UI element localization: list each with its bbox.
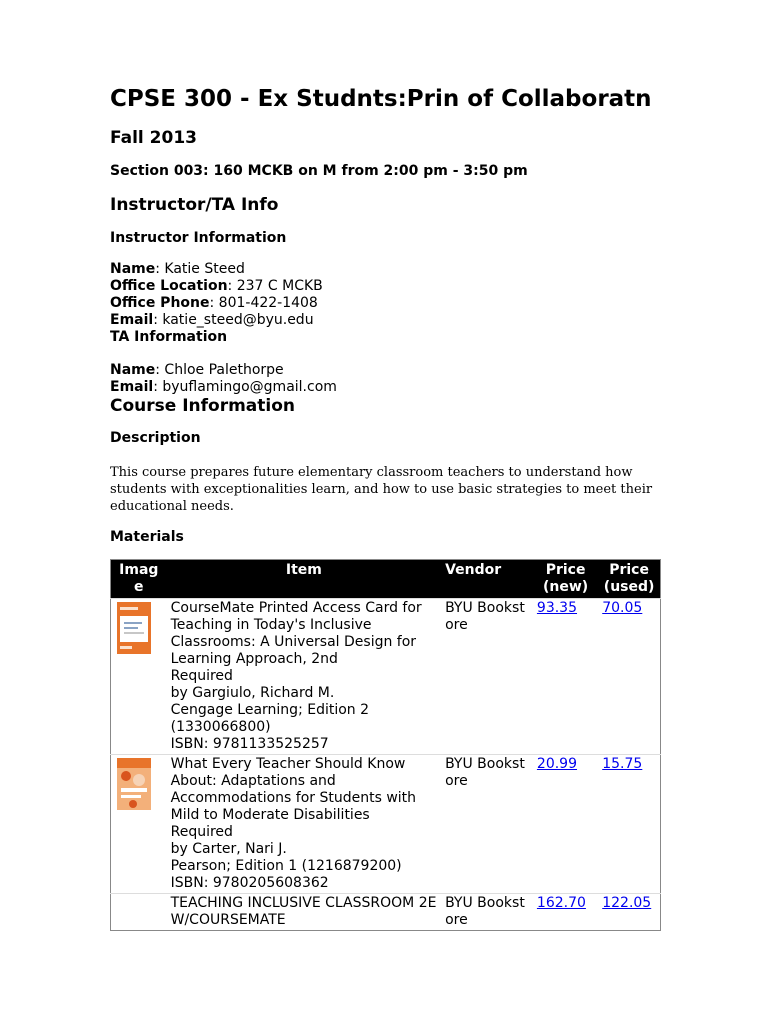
price-used-cell — [598, 599, 660, 755]
item-author: by Gargiulo, Richard M. — [170, 685, 335, 701]
name-label: Name — [110, 261, 156, 277]
item-cell — [167, 894, 441, 931]
section-info: Section 003: 160 MCKB on M from 2:00 pm - 3:50 pm — [110, 163, 528, 179]
header-image: Image — [111, 560, 167, 599]
course-info-heading: Course Information — [110, 396, 296, 416]
ta-details — [110, 362, 337, 396]
price-used-link[interactable]: 122.05 — [602, 895, 652, 911]
item-cell — [167, 599, 441, 755]
item-publisher: Cengage Learning; Edition 2 (1330066800) — [170, 702, 370, 735]
price-new-cell — [533, 599, 598, 755]
course-title: CPSE 300 - Ex Studnts:Prin of Collaboratn — [110, 86, 652, 112]
instructor-name: : Katie Steed — [155, 261, 245, 277]
item-title: What Every Teacher Should Know About: Adaptations and Accommodations for Students with Mild to Moderate Disabilities — [170, 756, 417, 823]
price-new-link[interactable]: 162.70 — [536, 895, 586, 911]
item-isbn: ISBN: 9781133525257 — [170, 736, 329, 752]
ta-info-heading: TA Information — [110, 329, 228, 345]
item-required: Required — [170, 668, 233, 684]
instructor-info-heading: Instructor Information — [110, 230, 287, 246]
header-vendor: Vendor — [441, 560, 533, 599]
book-cover-icon — [117, 602, 151, 654]
term-heading: Fall 2013 — [110, 128, 197, 148]
table-row — [111, 894, 661, 931]
materials-heading: Materials — [110, 529, 184, 545]
ta-email-line — [110, 379, 337, 396]
office-location-line — [110, 278, 323, 295]
office-phone-label: Office Phone — [110, 295, 210, 311]
course-description: This course prepares future elementary classroom teachers to understand how students with exceptionalities learn, and how to use basic strategies to meet their educational needs. — [110, 465, 653, 514]
item-publisher: Pearson; Edition 1 (1216879200) — [170, 858, 402, 874]
office-location-label: Office Location — [110, 278, 228, 294]
price-new-cell — [533, 894, 598, 931]
item-title: CourseMate Printed Access Card for Teaching in Today's Inclusive Classrooms: A Universal Design for Learning Approach, 2nd — [170, 600, 422, 667]
instructor-details — [110, 261, 323, 346]
instructor-ta-heading: Instructor/TA Info — [110, 195, 279, 215]
price-new-link[interactable]: 93.35 — [536, 600, 578, 616]
header-price-used: Price (used) — [598, 560, 660, 599]
price-new-cell — [533, 755, 598, 894]
table-row — [111, 755, 661, 894]
book-cover-cell — [111, 755, 167, 894]
item-cell — [167, 755, 441, 894]
materials-header-row — [111, 560, 661, 599]
materials-table — [110, 559, 661, 931]
office-location: : 237 C MCKB — [227, 278, 323, 294]
email-line — [110, 312, 323, 329]
ta-name-label: Name — [110, 362, 156, 378]
price-used-link[interactable]: 70.05 — [602, 600, 643, 616]
ta-email-label: Email — [110, 379, 154, 395]
item-required: Required — [170, 824, 233, 840]
vendor-cell: BYU Bookstore — [441, 755, 533, 894]
header-item: Item — [167, 560, 441, 599]
price-used-link[interactable]: 15.75 — [602, 756, 643, 772]
ta-name: : Chloe Palethorpe — [155, 362, 284, 378]
vendor-cell: BYU Bookstore — [441, 599, 533, 755]
instructor-email: : katie_steed@byu.edu — [153, 312, 314, 328]
item-author: by Carter, Nari J. — [170, 841, 287, 857]
price-used-cell — [598, 894, 660, 931]
item-title: TEACHING INCLUSIVE CLASSROOM 2E W/COURSEMATE — [170, 895, 437, 928]
description-heading: Description — [110, 430, 201, 446]
header-price-new: Price (new) — [533, 560, 598, 599]
price-used-cell — [598, 755, 660, 894]
ta-name-line — [110, 362, 337, 379]
book-cover-icon — [117, 758, 151, 810]
email-label: Email — [110, 312, 154, 328]
price-new-link[interactable]: 20.99 — [536, 756, 578, 772]
item-isbn: ISBN: 9780205608362 — [170, 875, 329, 891]
instructor-name-line — [110, 261, 323, 278]
office-phone-line — [110, 295, 323, 312]
table-row — [111, 599, 661, 755]
ta-email: : byuflamingo@gmail.com — [153, 379, 337, 395]
book-cover-cell — [111, 894, 167, 931]
book-cover-cell — [111, 599, 167, 755]
office-phone: : 801-422-1408 — [209, 295, 318, 311]
vendor-cell: BYU Bookstore — [441, 894, 533, 931]
